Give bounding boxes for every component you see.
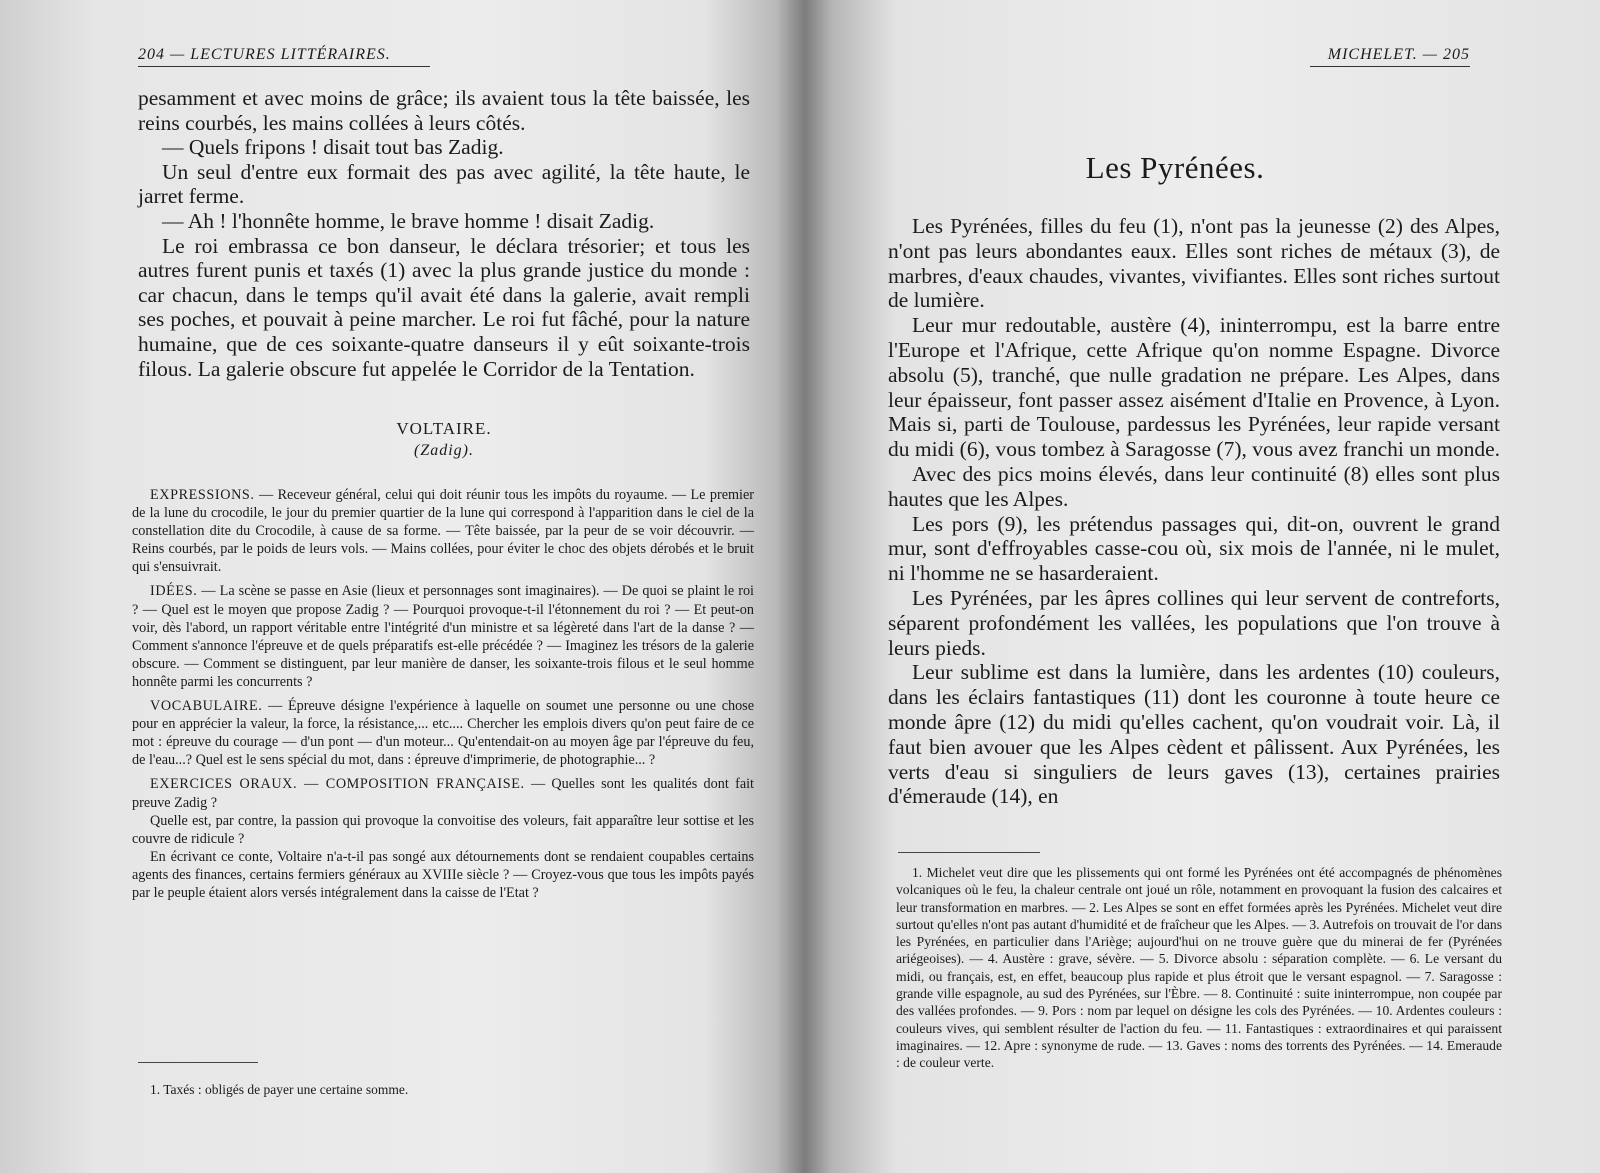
exercise-paragraph — [132, 486, 754, 576]
chapter-title: Les Pyrénées. — [1085, 150, 1265, 185]
exercise-paragraph — [132, 812, 754, 848]
paragraph: pesamment et avec moins de grâce; ils avaient tous la tête baissée, les reins courbés, les mains collées à leurs côtés. — [138, 86, 750, 135]
exercise-text: En écrivant ce conte, Voltaire n'a-t-il pas songé aux détournements dont se rendaient coupables certains agents des finances, certains fermiers généraux au XVIIIe siècle ? — Croyez-vous que tous les impôts payés par le peuple étaient alors versés intégralement dans la caisse de l'Etat ? — [132, 848, 754, 901]
footnote-left: 1. Taxés : obligés de payer une certaine somme. — [150, 1082, 409, 1097]
exercise-head: VOCABULAIRE. — [150, 698, 263, 715]
paragraph: Leur mur redoutable, austère (4), ininterrompu, est la barre entre l'Europe et l'Afrique, cette Afrique qu'on nomme Espagne. Divorce absolu (5), tranché, que nulle gradation ne prépare. Les Alpes, dans leur épaisseur, font passer assez aisément d'Italie en Provence, à Lyon. Mais si, parti de Toulouse, pardessus les Pyrénées, leur rapide versant du midi (6), vous tombez à Saragosse (7), vous avez franchi un monde. — [888, 313, 1500, 462]
paragraph: — Quels fripons ! disait tout bas Zadig. — [162, 135, 504, 160]
exercises-section — [132, 486, 754, 908]
footnotes-text: 1. Michelet veut dire que les plissements qui ont formé les Pyrénées ont été accompagnés de phénomènes volcaniques où le feu, la chaleur centrale ont joué un rôle, notamment en provoquant la fusion des calcaires et leur transformation en marbres. — 2. Les Alpes se sont en effet formées après les Pyrénées. Michelet veut dire surtout qu'elles n'ont pas autant d'humidité et de fraîcheur que les Alpes. — 3. Autrefois on trouvait de l'or dans les Pyrénées, en particulier dans l'Ariège; aujourd'hui on ne trouve guère que du minerai de fer (Pyrénées ariégeoises). — 4. Austère : grave, sévère. — 5. Divorce absolu : séparation complète. — 6. Le versant du midi, ou français, est, en effet, beaucoup plus rapide et plus étroit que le versant espagnol. — 7. Saragosse : grande ville espagnole, au sud des Pyrénées, sur l'Èbre. — 8. Continuité : suite ininterrompue, non coupée par des vallées profondes. — 9. Pors : nom par lequel on désigne les cols des Pyrénées. — 10. Ardentes couleurs : couleurs vives, qui semblent résulter de l'action du feu. — 11. Fantastiques : extraordinaires et qui paraissent imaginaires. — 12. Apre : synonyme de rude. — 13. Gaves : noms des torrents des Pyrénées. — 14. Emeraude : de couleur verte. — [896, 865, 1502, 1071]
author-signature — [138, 418, 750, 462]
exercise-text: — Quelles sont les qualités dont fait preuve Zadig ? — [132, 776, 754, 811]
exercise-head: EXERCICES ORAUX. — COMPOSITION FRANÇAISE. — [150, 776, 525, 793]
paragraph: Leur sublime est dans la lumière, dans les ardentes (10) couleurs, dans les éclairs fantastiques (11) dont les couronne à toute heure ce monde âpre (12) du midi qu'elles cachent, qu'on voudrait voir. Là, il faut bien avouer que les Alpes cèdent et pâlissent. Aux Pyrénées, les verts d'eau si singuliers de leurs gaves (13), certaines prairies d'émeraude (14), en — [888, 660, 1500, 809]
right-body-text — [888, 214, 1500, 809]
exercise-paragraph — [132, 582, 754, 691]
exercise-head: IDÉES. — [150, 583, 198, 600]
exercise-text: Quelle est, par contre, la passion qui provoque la convoitise des voleurs, fait apparaître leur sottise et les couvre de ridicule ? — [132, 812, 754, 847]
paragraph: Les Pyrénées, par les âpres collines qui leur servent de contreforts, séparent profondément les vallées, les populations que l'on trouve à leurs pieds. — [888, 585, 1500, 660]
footnotes-right — [896, 864, 1502, 1072]
exercise-text: — La scène se passe en Asie (lieux et personnages sont imaginaires). — De quoi se plaint le roi ? — Quel est le moyen que propose Zadig ? — Pourquoi provoque-t-il l'étonnement du roi ? — Et peut-on voir, dès l'abord, un rapport véritable entre l'intégrité d'un ministre et sa légèreté dans l'art de la danse ? — Comment s'annonce l'épreuve et de quels préparatifs est-elle précédée ? — Imaginez les trésors de la galerie obscure. — Comment se distinguent, par leur manière de danser, les soixante-trois filous et le seul homme honnête parmi les concurrents ? — [132, 583, 754, 690]
work-title: (Zadig). — [414, 442, 474, 459]
running-head-right: MICHELET. — 205 — [1310, 46, 1470, 67]
exercise-paragraph — [132, 775, 754, 811]
left-body-text — [138, 86, 750, 381]
paragraph: Avec des pics moins élevés, dans leur continuité (8) elles sont plus hautes que les Alpes. — [888, 461, 1500, 511]
exercise-text: — Épreuve désigne l'expérience à laquelle on soumet une personne ou une chose pour en apprécier la valeur, la force, la résistance,... etc.... Chercher les emplois divers qu'on peut faire de ce mot : épreuve du courage — d'un pont — d'un moteur... Qu'entendait-on au moyen âge par l'épreuve du feu, de l'eau...? Quel est le sens spécial du mot, dans : épreuve d'imprimerie, de photographie... ? — [132, 698, 754, 769]
footnote-rule — [138, 1062, 258, 1063]
paragraph: Un seul d'entre eux formait des pas avec agilité, la tête haute, le jarret ferme. — [138, 159, 750, 209]
paragraph: Les pors (9), les prétendus passages qui, dit-on, ouvrent le grand mur, sont d'effroyables casse-cou où, six mois de l'année, ni le mulet, ni l'homme ne se hasarderaient. — [888, 511, 1500, 586]
paragraph: Les Pyrénées, filles du feu (1), n'ont pas la jeunesse (2) des Alpes, n'ont pas leurs abondantes eaux. Elles sont riches de métaux (3), de marbres, d'eaux chaudes, vivantes, vivifiantes. Elles sont riches surtout de lumière. — [888, 214, 1500, 313]
exercise-text: — Receveur général, celui qui doit réunir tous les impôts du royaume. — Le premier de la lune du crocodile, le jour du premier quartier de la lune qui correspond à l'apparition dans le ciel de la constellation dite du Crocodile, à cause de sa forme. — Tête baissée, par la peur de se voir découvrir. — Reins courbés, par le poids de leurs vols. — Mains collées, pour éviter le choc des objets dérobés et le bruit qui s'ensuivrait. — [132, 487, 754, 576]
running-head-left: 204 — LECTURES LITTÉRAIRES. — [138, 46, 430, 67]
footnote-rule — [898, 852, 1040, 853]
exercise-paragraph — [132, 848, 754, 902]
paragraph: — Ah ! l'honnête homme, le brave homme ! disait Zadig. — [162, 208, 655, 233]
exercise-paragraph — [132, 697, 754, 769]
paragraph: Le roi embrassa ce bon danseur, le déclara trésorier; et tous les autres furent punis et taxés (1) avec la plus grande justice du monde : car chacun, dans le temps qu'il avait été dans la galerie, avait rempli ses poches, et pouvait à peine marcher. Le roi fut fâché, pour la nature humaine, que de ces soixante-quatre danseurs il y eût soixante-trois filous. La galerie obscure fut appelée le Corridor de la Tentation. — [138, 233, 750, 381]
author-name: VOLTAIRE. — [396, 419, 492, 438]
exercise-head: EXPRESSIONS. — [150, 487, 255, 503]
